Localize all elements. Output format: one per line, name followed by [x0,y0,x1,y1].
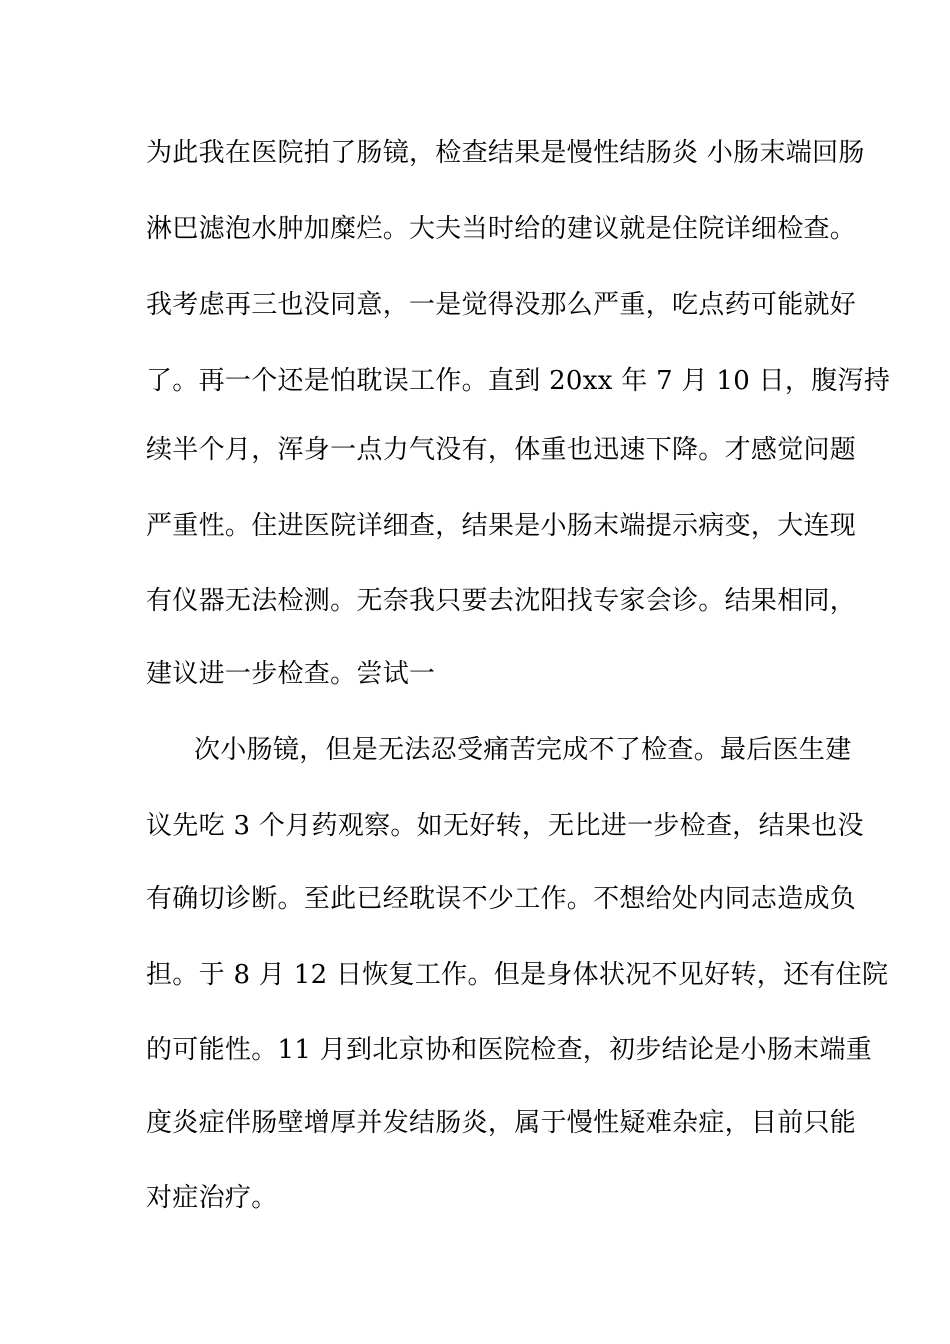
paragraph-2-line-5: 的可能性。11 月到北京协和医院检查，初步结论是小肠末端重 [146,1035,873,1065]
paragraph-2-line-6: 度炎症伴肠壁增厚并发结肠炎，属于慢性疑难杂症，目前只能 [146,1108,857,1138]
paragraph-2-line-3: 有确切诊断。至此已经耽误不少工作。不想给处内同志造成负 [146,884,857,914]
paragraph-1-line-7: 有仪器无法检测。无奈我只要去沈阳找专家会诊。结果相同， [146,586,857,616]
paragraph-2-line-4: 担。于 8 月 12 日恢复工作。但是身体状况不见好转，还有住院 [146,960,889,990]
paragraph-1-line-5: 续半个月，浑身一点力气没有，体重也迅速下降。才感觉问题 [146,435,857,465]
paragraph-2-line-1: 次小肠镜，但是无法忍受痛苦完成不了检查。最后医生建 [194,735,852,765]
paragraph-2-line-2: 议先吃 3 个月药观察。如无好转，无比进一步检查，结果也没 [146,811,864,841]
paragraph-1-line-4: 了。再一个还是怕耽误工作。直到 20xx 年 7 月 10 日，腹泻持 [146,366,891,396]
paragraph-1-line-2: 淋巴滤泡水肿加糜烂。大夫当时给的建议就是住院详细检查。 [146,214,857,244]
paragraph-2-line-7: 对症治疗。 [146,1183,278,1213]
paragraph-1-line-6: 严重性。住进医院详细查，结果是小肠末端提示病变，大连现 [146,511,857,541]
paragraph-1-line-8: 建议进一步检查。尝试一 [146,659,436,689]
paragraph-1-line-1: 为此我在医院拍了肠镜，检查结果是慢性结肠炎 小肠末端回肠 [146,138,865,168]
paragraph-1-line-3: 我考虑再三也没同意，一是觉得没那么严重，吃点药可能就好 [146,290,857,320]
